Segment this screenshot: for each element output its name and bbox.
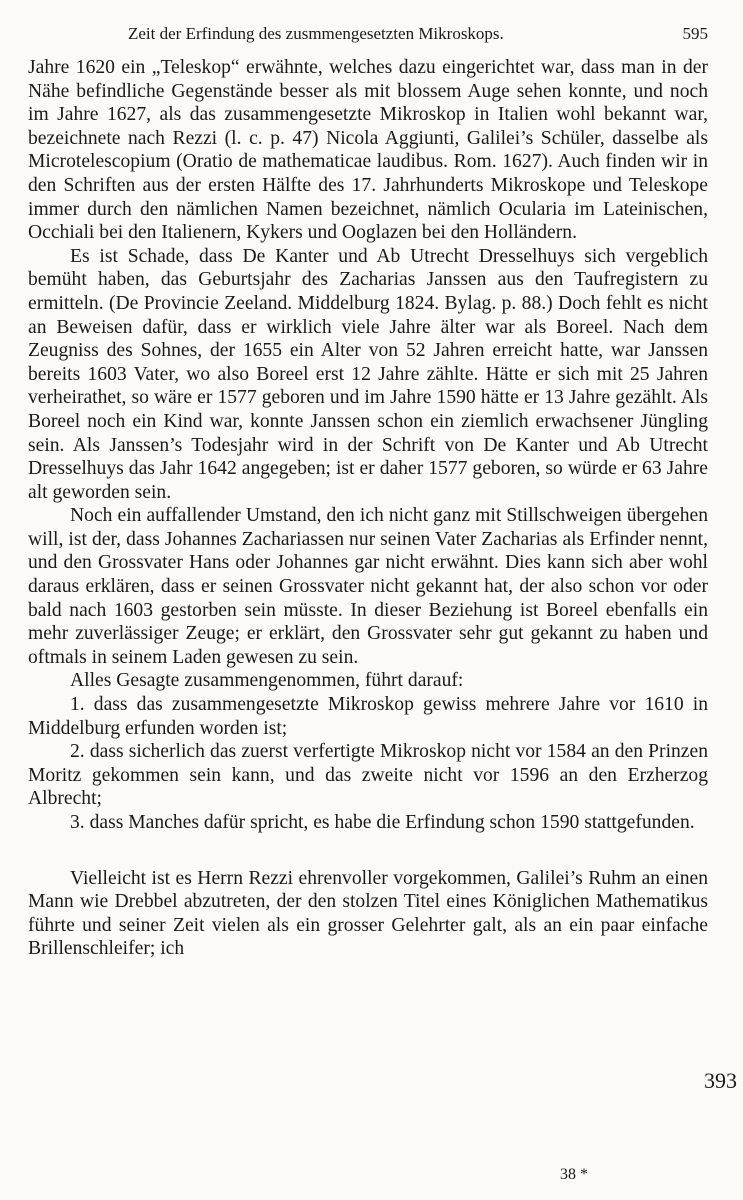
running-title: Zeit der Erfindung des zusmmengesetzten Mikroskops.: [128, 24, 504, 43]
list-item: 2. dass sicherlich das zuerst verfertigte Mikroskop nicht vor 1584 an den Prinzen Moritz gekommen sein kann, und das zweite nicht vor 1596 an den Erzherzog Albrecht;: [28, 741, 708, 810]
signature-mark: 38 *: [560, 1166, 588, 1183]
list-item: 1. dass das zusammengesetzte Mikroskop gewiss mehrere Jahre vor 1610 in Middelburg erfunden worden ist;: [28, 694, 708, 739]
paragraph: Es ist Schade, dass De Kanter und Ab Utrecht Dresselhuys sich vergeblich bemüht haben, das Geburtsjahr des Zacharias Janssen aus den Taufregistern zu ermitteln. (De Provincie Zeeland. Middelburg 1824. Bylag. p. 88.) Doch fehlt es nicht an Beweisen dafür, dass er wirklich viele Jahre älter war als Boreel. Nach dem Zeugniss des Sohnes, der 1655 ein Alter von 52 Jahren erreicht hatte, war Janssen bereits 1603 Vater, wo also Boreel erst 12 Jahre zählte. Hätte er sich mit 25 Jahren verheirathet, so wäre er 1577 geboren und im Jahre 1590 hätte er 13 Jahre gezählt. Als Boreel noch ein Kind war, konnte Janssen schon ein ziemlich erwachsener Jüngling sein. Als Janssen’s Todesjahr wird in der Schrift von De Kanter und Ab Utrecht Dresselhuys das Jahr 1642 angegeben; ist er daher 1577 geboren, so würde er 63 Jahre alt geworden sein.: [28, 245, 708, 503]
paragraph: Noch ein auffallender Umstand, den ich nicht ganz mit Stillschweigen übergehen will, ist der, dass Johannes Zachariassen nur seinen Vater Zacharias als Erfinder nennt, und den Grossvater Hans oder Johannes gar nicht erwähnt. Dies kann sich aber wohl daraus erklären, dass er seinen Grossvater nicht gekannt hat, der also schon vor oder bald nach 1603 gestorben sein müsste. In dieser Beziehung ist Boreel ebenfalls ein mehr zuverlässiger Zeuge; er erklärt, den Grossvater sehr gut gekannt zu haben und oftmals in seinem Laden gewesen zu sein.: [28, 505, 708, 668]
margin-reference-number: 393: [704, 1068, 737, 1093]
running-header: [28, 24, 708, 50]
list-item: 3. dass Manches dafür spricht, es habe die Erfindung schon 1590 stattgefunden.: [70, 812, 695, 833]
paragraph: Jahre 1620 ein „Teleskop“ erwähnte, welches dazu eingerichtet war, dass man in der Nähe befindliche Gegenstände besser als mit blossem Auge sehen konnte, und noch im Jahre 1627, als das zusammengesetzte Mikroskop in Italien wohl bekannt war, bezeichnete nach Rezzi (l. c. p. 47) Nicola Aggiunti, Galilei’s Schüler, dasselbe als Microtelescopium (Oratio de mathematicae laudibus. Rom. 1627). Auch finden wir in den Schriften aus der ersten Hälfte des 17. Jahrhunderts Mikroskope und Teleskope immer durch den nämlichen Namen bezeichnet, nämlich Ocularia im Lateinischen, Occhiali bei den Italienern, Kykers und Ooglazen bei den Holländern.: [28, 57, 708, 244]
section-gap: [28, 835, 708, 867]
paragraph: Vielleicht ist es Herrn Rezzi ehrenvoller vorgekommen, Galilei’s Ruhm an einen Mann wie Drebbel abzutreten, der den stolzen Titel eines Königlichen Mathematikus führte und seiner Zeit vielen als ein grosser Gelehrter galt, als an ein paar einfache Brillenschleifer; ich: [28, 867, 708, 960]
body-text: [28, 56, 708, 961]
page-number: 595: [682, 24, 708, 43]
paragraph: Alles Gesagte zusammengenommen, führt darauf:: [70, 670, 464, 692]
